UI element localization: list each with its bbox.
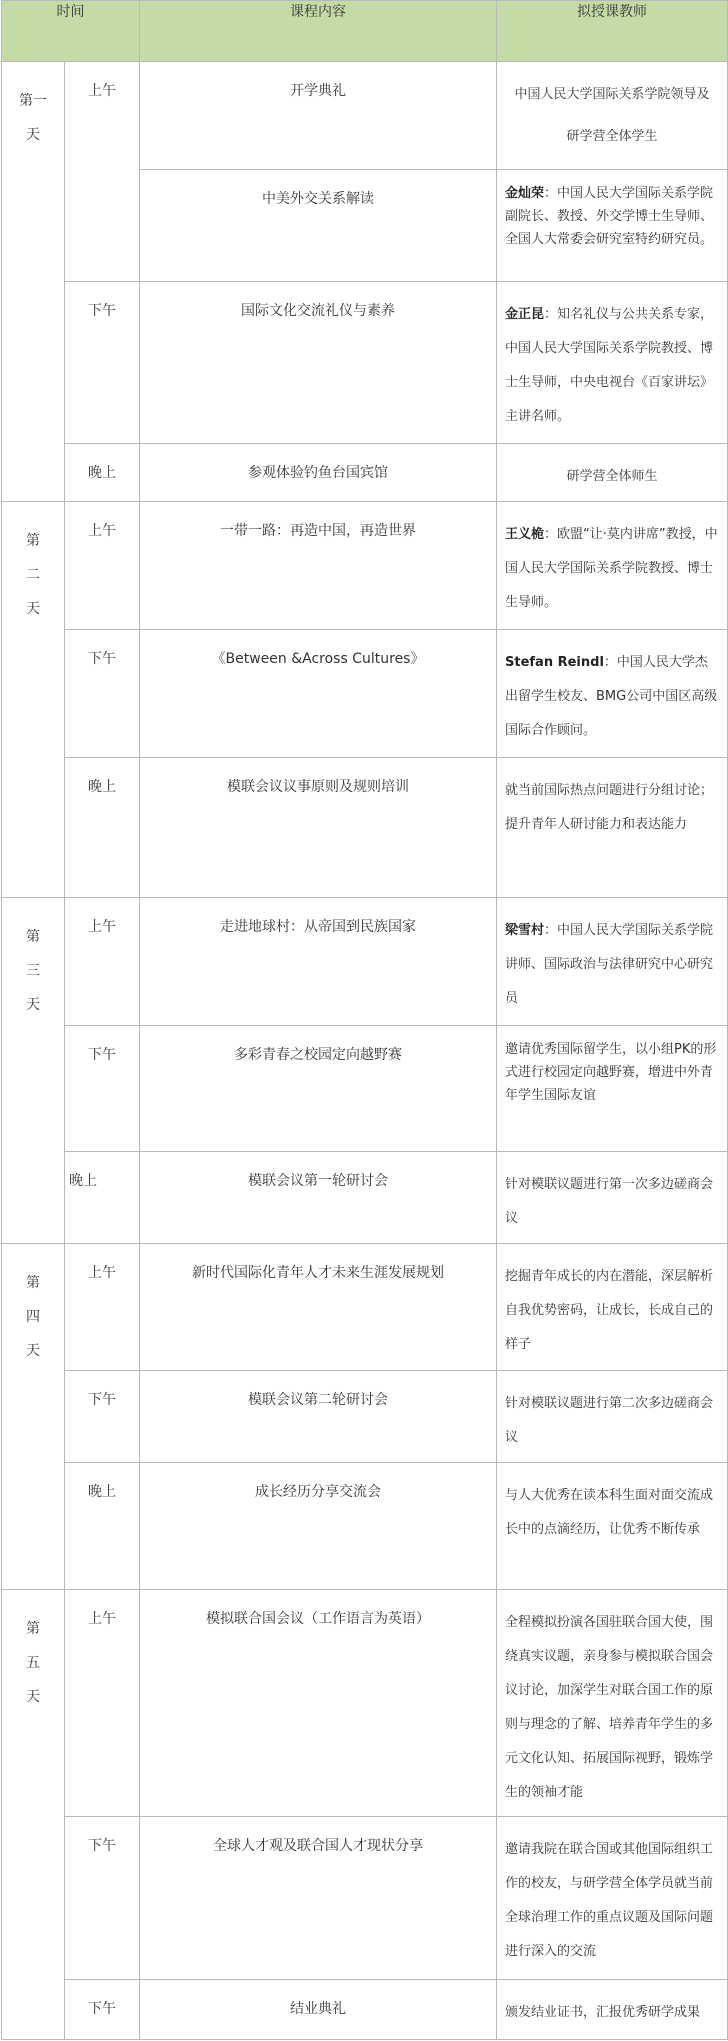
table-row — [2, 1244, 728, 1371]
course-cell: 新时代国际化青年人才未来生涯发展规划 — [140, 1244, 497, 1371]
header-course: 课程内容 — [140, 1, 497, 62]
day-label: 第一 天 — [2, 62, 65, 502]
course-cell: 模拟联合国会议（工作语言为英语） — [140, 1590, 497, 1817]
course-cell: 结业典礼 — [140, 1980, 497, 2040]
slot-label: 晚上 — [65, 1463, 140, 1590]
header-time: 时间 — [2, 1, 140, 62]
teacher-cell: 金正昆：知名礼仪与公共关系专家，中国人民大学国际关系学院教授、博士生导师，中央电视台《百家讲坛》主讲名师。 — [497, 282, 728, 444]
day-label: 第 五 天 — [2, 1590, 65, 2040]
slot-label: 晚上 — [65, 1152, 140, 1244]
slot-label: 上午 — [65, 502, 140, 630]
course-cell: 《Between &Across Cultures》 — [140, 630, 497, 758]
teacher-cell: 邀请优秀国际留学生，以小组PK的形式进行校园定向越野赛，增进中外青年学生国际友谊 — [497, 1026, 728, 1152]
table-row — [2, 444, 728, 502]
day-label: 第 二 天 — [2, 502, 65, 898]
slot-label: 上午 — [65, 1244, 140, 1371]
course-cell: 模联会议第二轮研讨会 — [140, 1371, 497, 1463]
teacher-cell: 中国人民大学国际关系学院领导及 研学营全体学生 — [497, 62, 728, 170]
table-row — [2, 502, 728, 630]
teacher-cell: 邀请我院在联合国或其他国际组织工作的校友，与研学营全体学员就当前全球治理工作的重点议题及国际问题进行深入的交流 — [497, 1817, 728, 1980]
teacher-cell: 研学营全体师生 — [497, 444, 728, 502]
header-row — [2, 1, 728, 62]
teacher-cell: 针对模联议题进行第二次多边磋商会议 — [497, 1371, 728, 1463]
course-cell: 走进地球村：从帝国到民族国家 — [140, 898, 497, 1026]
course-cell: 国际文化交流礼仪与素养 — [140, 282, 497, 444]
schedule-table — [1, 0, 728, 2040]
teacher-cell: 梁雪村：中国人民大学国际关系学院讲师、国际政治与法律研究中心研究员 — [497, 898, 728, 1026]
slot-label: 晚上 — [65, 444, 140, 502]
slot-label: 下午 — [65, 1371, 140, 1463]
table-row — [2, 282, 728, 444]
course-cell: 开学典礼 — [140, 62, 497, 170]
table-row — [2, 1026, 728, 1152]
slot-label: 下午 — [65, 630, 140, 758]
course-cell: 多彩青春之校园定向越野赛 — [140, 1026, 497, 1152]
table-row — [2, 898, 728, 1026]
header-teacher: 拟授课教师 — [497, 1, 728, 62]
table-row — [2, 758, 728, 898]
slot-label: 上午 — [65, 62, 140, 282]
slot-label: 下午 — [65, 1817, 140, 1980]
table-row — [2, 1980, 728, 2040]
table-row — [2, 1152, 728, 1244]
course-cell: 模联会议议事原则及规则培训 — [140, 758, 497, 898]
teacher-cell: 颁发结业证书，汇报优秀研学成果 — [497, 1980, 728, 2040]
table-row — [2, 1371, 728, 1463]
teacher-cell: Stefan Reindl：中国人民大学杰出留学生校友、BMG公司中国区高级国际合作顾问。 — [497, 630, 728, 758]
teacher-cell: 王义桅：欧盟“让·莫内讲席”教授，中国人民大学国际关系学院教授、博士生导师。 — [497, 502, 728, 630]
course-cell: 模联会议第一轮研讨会 — [140, 1152, 497, 1244]
slot-label: 下午 — [65, 1980, 140, 2040]
table-row — [2, 1590, 728, 1817]
course-cell: 一带一路：再造中国，再造世界 — [140, 502, 497, 630]
teacher-cell: 就当前国际热点问题进行分组讨论； 提升青年人研讨能力和表达能力 — [497, 758, 728, 898]
course-cell: 全球人才观及联合国人才现状分享 — [140, 1817, 497, 1980]
slot-label: 晚上 — [65, 758, 140, 898]
course-cell: 中美外交关系解读 — [140, 170, 497, 282]
course-cell: 参观体验钓鱼台国宾馆 — [140, 444, 497, 502]
slot-label: 上午 — [65, 1590, 140, 1817]
day-label: 第 四 天 — [2, 1244, 65, 1590]
table-row — [2, 1817, 728, 1980]
slot-label: 下午 — [65, 282, 140, 444]
teacher-cell: 挖掘青年成长的内在潜能，深层解析自我优势密码，让成长，长成自己的样子 — [497, 1244, 728, 1371]
slot-label: 下午 — [65, 1026, 140, 1152]
table-row — [2, 1463, 728, 1590]
teacher-cell: 与人大优秀在读本科生面对面交流成长中的点滴经历，让优秀不断传承 — [497, 1463, 728, 1590]
day-label: 第 三 天 — [2, 898, 65, 1244]
teacher-cell: 金灿荣：中国人民大学国际关系学院副院长、教授、外交学博士生导师、全国人大常委会研究室特约研究员。 — [497, 170, 728, 282]
course-cell: 成长经历分享交流会 — [140, 1463, 497, 1590]
table-row — [2, 62, 728, 170]
teacher-cell: 全程模拟扮演各国驻联合国大使，围绕真实议题，亲身参与模拟联合国会议讨论，加深学生对联合国工作的原则与理念的了解、培养青年学生的多元文化认知、拓展国际视野，锻炼学生的领袖才能 — [497, 1590, 728, 1817]
slot-label: 上午 — [65, 898, 140, 1026]
teacher-cell: 针对模联议题进行第一次多边磋商会议 — [497, 1152, 728, 1244]
table-row — [2, 630, 728, 758]
